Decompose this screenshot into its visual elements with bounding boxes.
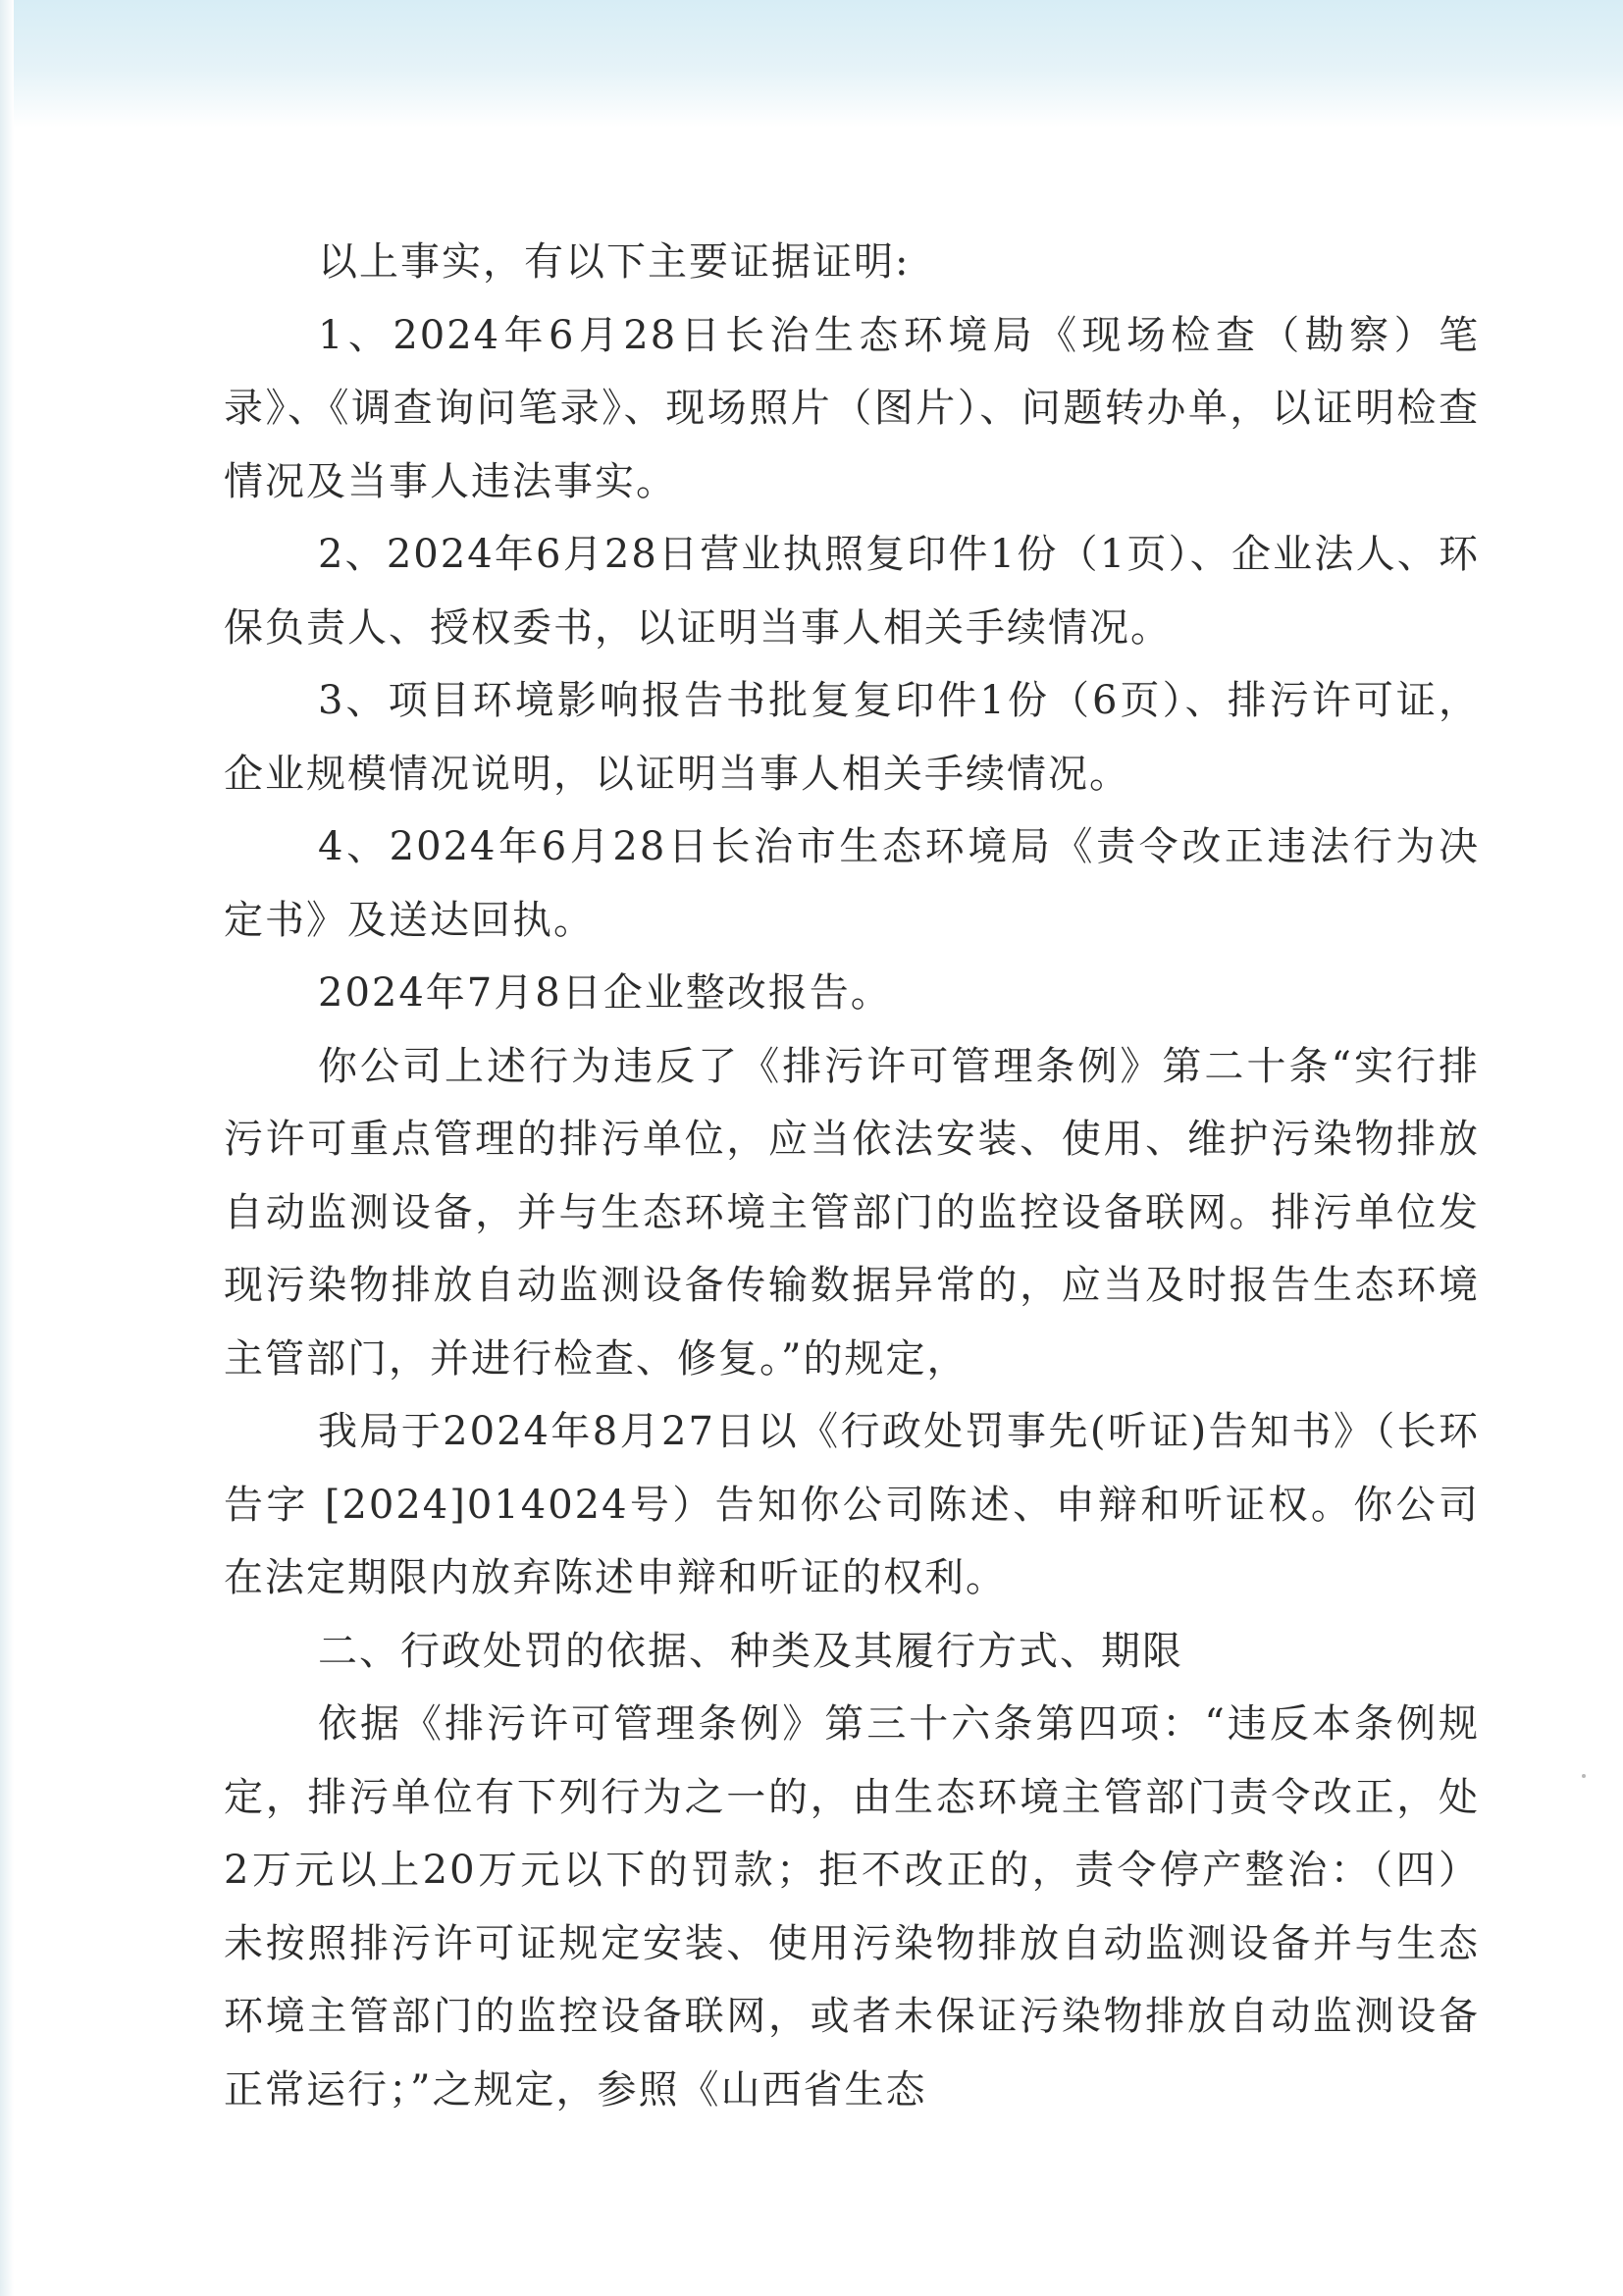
- document-body: [224, 226, 1480, 2126]
- evidence-item-2: 2、2024年6月28日营业执照复印件1份（1页）、企业法人、环保负责人、授权委书，以证明当事人相关手续情况。: [224, 532, 1480, 651]
- scan-speck: [1582, 1774, 1586, 1778]
- scan-left-edge: [0, 0, 14, 2296]
- notice-paragraph: 我局于2024年8月27日以《行政处罚事先(听证)告知书》（长环告字 [2024]014024号）告知你公司陈述、申辩和听证权。你公司在法定期限内放弃陈述申辩和听证的权利。: [224, 1409, 1480, 1600]
- section-heading: 二、行政处罚的依据、种类及其履行方式、期限: [318, 1628, 1183, 1674]
- scan-background-tint: [0, 0, 1623, 128]
- violation-paragraph: 你公司上述行为违反了《排污许可管理条例》第二十条“实行排污许可重点管理的排污单位，应当依法安装、使用、维护污染物排放自动监测设备，并与生态环境主管部门的监控设备联网。排污单位发现污染物排放自动监测设备传输数据异常的，应当及时报告生态环境主管部门，并进行检查、修复。”的规定，: [224, 1043, 1480, 1382]
- legal-basis-paragraph: 依据《排污许可管理条例》第三十六条第四项：“违反本条例规定，排污单位有下列行为之一的，由生态环境主管部门责令改正，处2万元以上20万元以下的罚款；拒不改正的，责令停产整治：（四）未按照排污许可证规定安装、使用污染物排放自动监测设备并与生态环境主管部门的监控设备联网，或者未保证污染物排放自动监测设备正常运行；”之规定，参照《山西省生态: [224, 1701, 1480, 2113]
- evidence-intro: 以上事实，有以下主要证据证明:: [318, 239, 911, 285]
- evidence-item-4: 4、2024年6月28日长治市生态环境局《责令改正违法行为决定书》及送达回执。: [224, 824, 1480, 943]
- evidence-item-1: 1、2024年6月28日长治生态环境局《现场检查（勘察）笔录》、《调查询问笔录》、现场照片（图片）、问题转办单，以证明检查情况及当事人违法事实。: [224, 312, 1480, 504]
- rectification-report: 2024年7月8日企业整改报告。: [318, 970, 892, 1016]
- evidence-item-3: 3、项目环境影响报告书批复复印件1份（6页）、排污许可证，企业规模情况说明，以证明当事人相关手续情况。: [224, 678, 1480, 797]
